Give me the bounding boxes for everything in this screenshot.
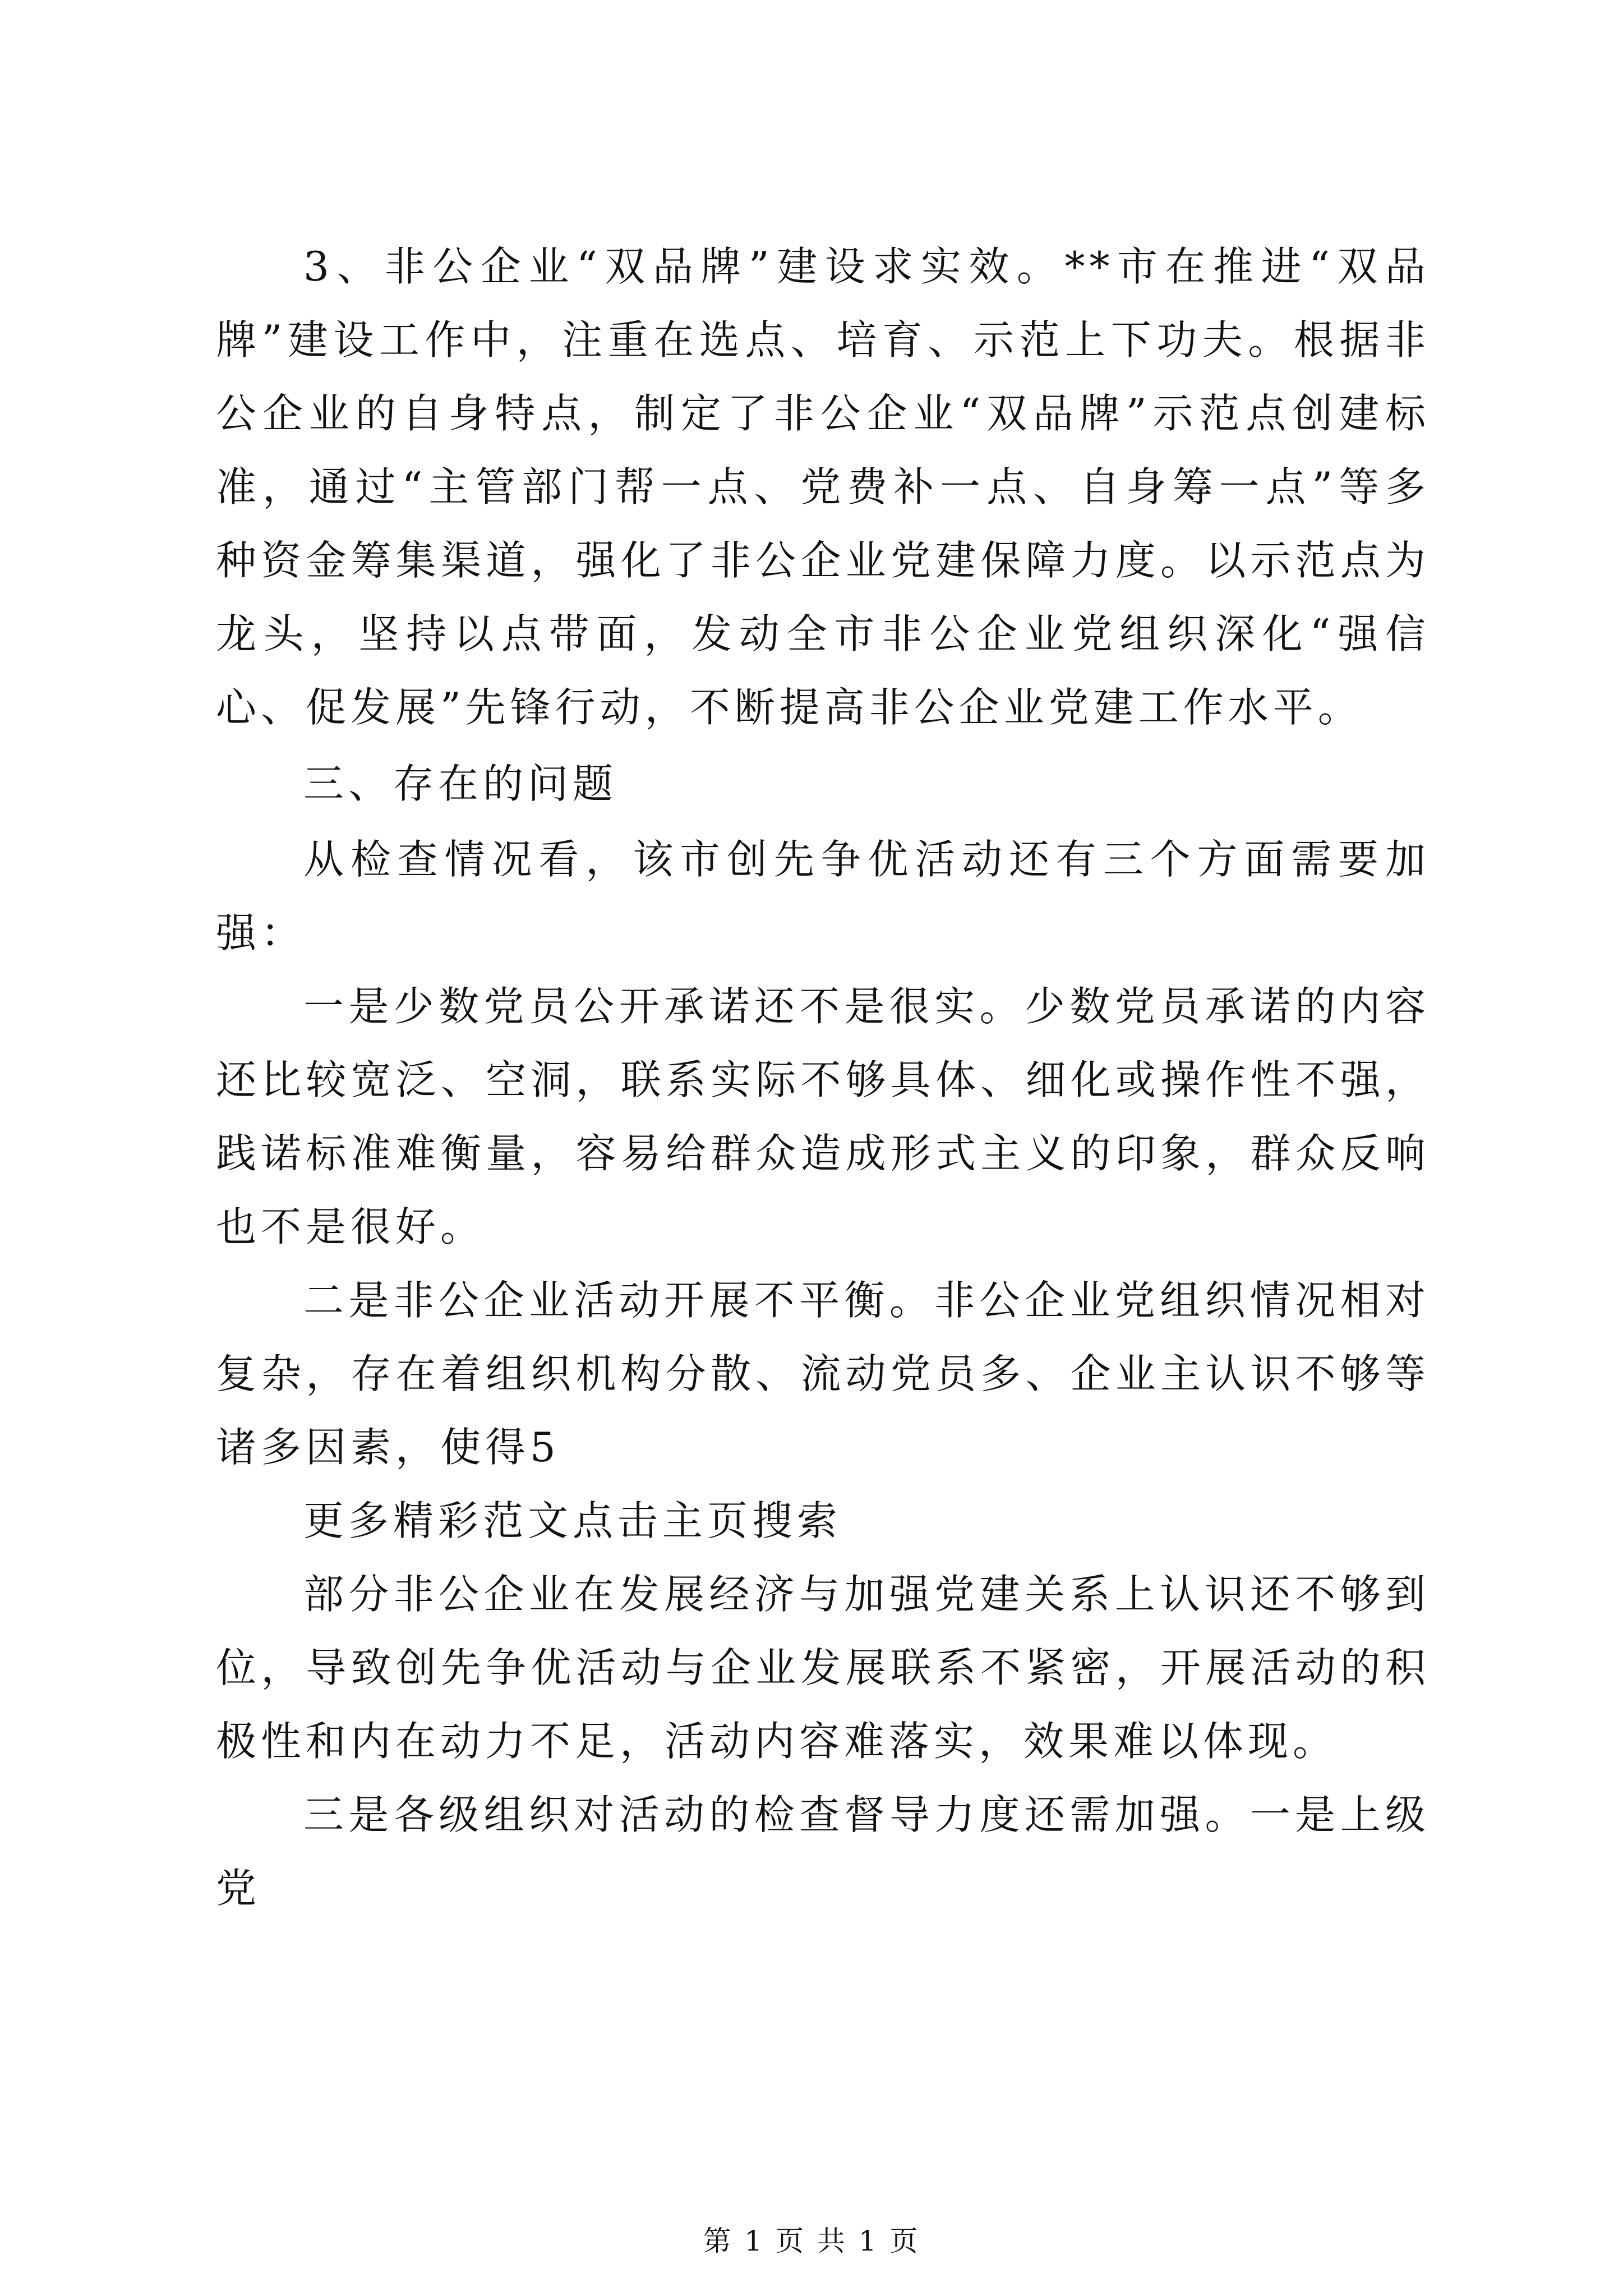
paragraph-problem-three: 三是各级组织对活动的检查督导力度还需加强。一是上级党 [216, 1791, 1430, 1912]
paragraph-inspection-summary: 从检查情况看，该市创先争优活动还有三个方面需要加强： [216, 836, 1430, 956]
paragraph-problem-two: 二是非公企业活动开展不平衡。非公企业党组织情况相对复杂，存在着组织机构分散、流动党员多、企业主认识不够等诸多因素，使得5 [216, 1277, 1430, 1471]
section-heading-problems: 三、存在的问题 [303, 760, 618, 807]
paragraph-double-brand: 3、非公企业“双品牌”建设求实效。**市在推进“双品牌”建设工作中，注重在选点、培育、示范上下功夫。根据非公企业的自身特点，制定了非公企业“双品牌”示范点创建标准，通过“主管部门帮一点、党费补一点、自身筹一点”等多种资金筹集渠道，强化了非公企业党建保障力度。以示范点为龙头，坚持以点带面，发动全市非公企业党组织深化“强信心、促发展”先锋行动，不断提高非公企业党建工作水平。 [216, 243, 1430, 731]
document-body [216, 230, 1430, 1925]
promo-line: 更多精彩范文点击主页搜索 [303, 1497, 842, 1544]
page-number-footer: 第 1 页 共 1 页 [703, 2225, 920, 2257]
paragraph-problem-one: 一是少数党员公开承诺还不是很实。少数党员承诺的内容还比较宽泛、空洞，联系实际不够具体、细化或操作性不强，践诺标准难衡量，容易给群众造成形式主义的印象，群众反响也不是很好。 [216, 983, 1430, 1250]
paragraph-problem-two-continued: 部分非公企业在发展经济与加强党建关系上认识还不够到位，导致创先争优活动与企业发展联系不紧密，开展活动的积极性和内在动力不足，活动内容难落实，效果难以体现。 [216, 1571, 1430, 1765]
